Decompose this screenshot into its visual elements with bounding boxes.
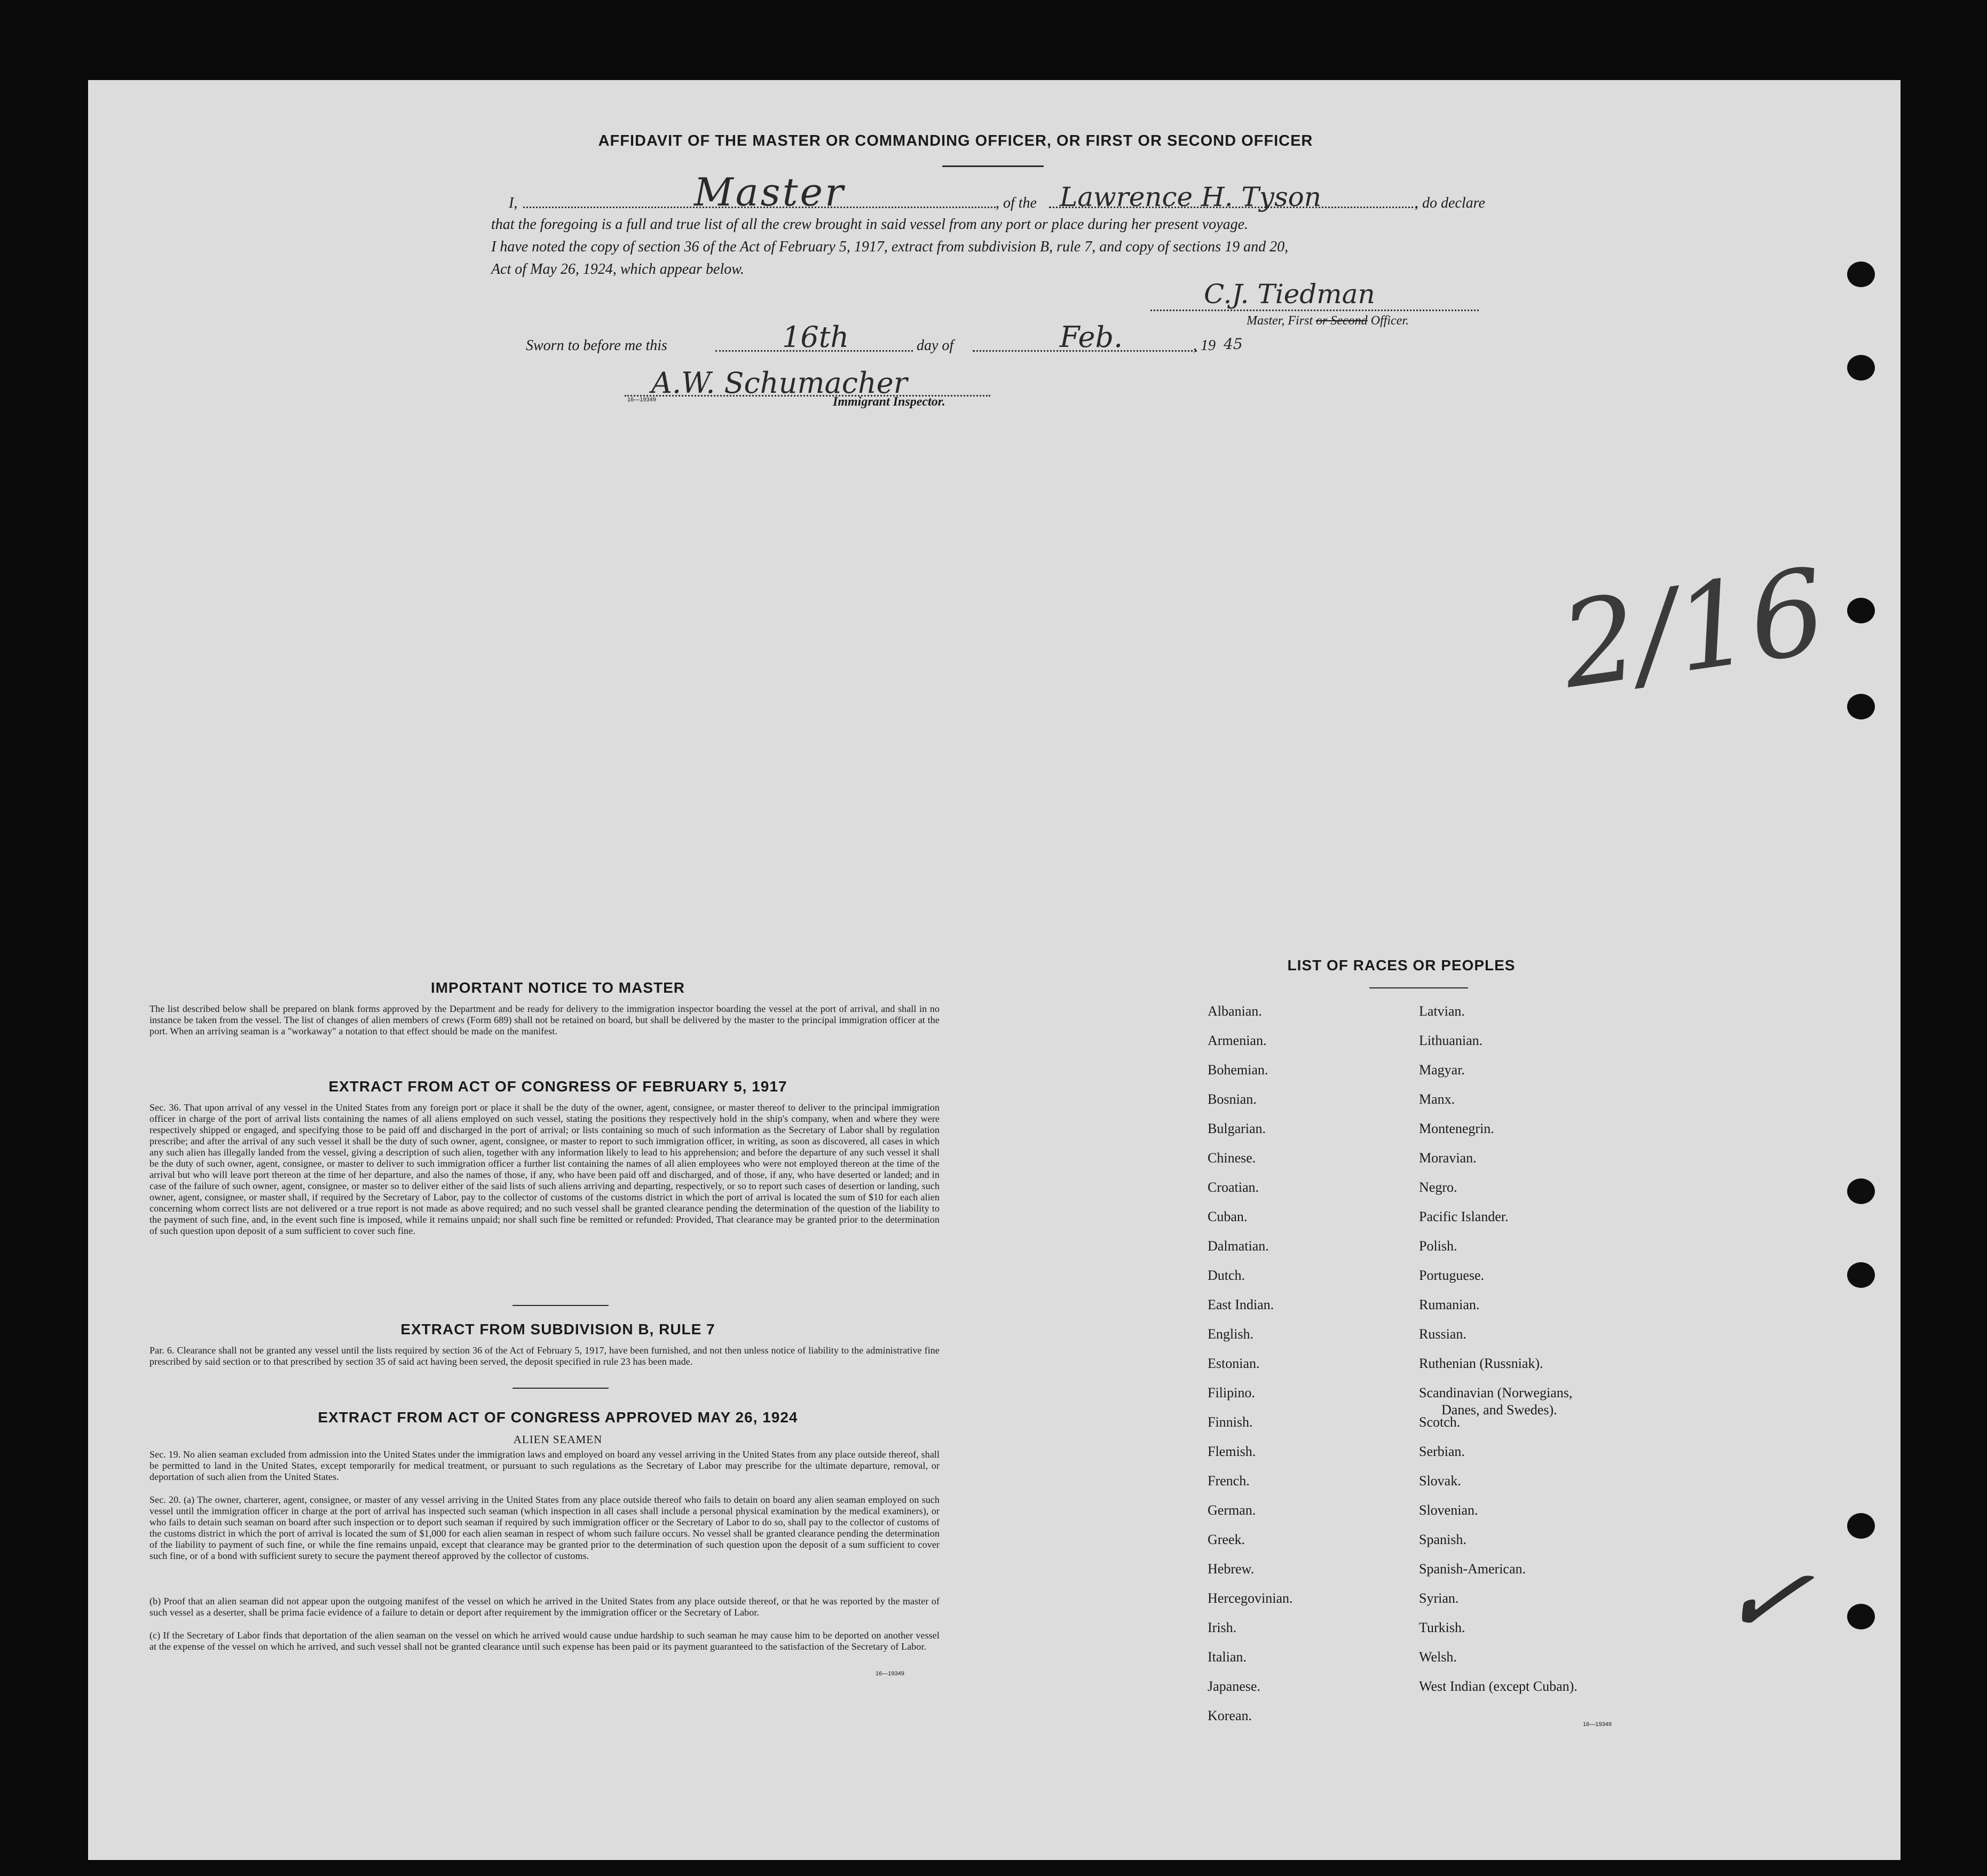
race-item: Hebrew. xyxy=(1208,1561,1255,1577)
race-item: Syrian. xyxy=(1419,1590,1459,1606)
check-mark: ✓ xyxy=(1712,1530,1822,1668)
extract-1917-text: Sec. 36. That upon arrival of any vessel in the United States from any foreign port or place it shall be the duty of the owner, agent, consignee, or master thereof to deliver to the principal immigration officer in charge of the port of arrival lists containing the names of all aliens employed on such vessel, stating the positions they respectively hold in the ship's company, when and where they were respectively shipped or engaged, and specifying those to be paid off and discharged in the port of arrival; or lists containing so much of such information as the Secretary of Labor shall by regulation prescribe; and after the arrival of any such vessel it shall be the duty of such owner, agent, consignee, or master to report to such immigration officer, in writing, as soon as discovered, all cases in which any such alien has illegally landed from the vessel, giving a description of such alien, together with any information likely to lead to his apprehension; and before the departure of any such vessel it shall be the duty of such owner, agent, consignee, or master to deliver to such immigration officer a further list containing the names of all alien employees who were not employed thereon at the time of the arrival but who will leave port thereon at the time of her departure, and also the names of those, if any, who have been paid off and discharged, and of those, if any, who have deserted or landed; and in case of the failure of such owner, agent, consignee, or master so to deliver either of the said lists of such aliens arriving and departing, respectively, or so to report such cases of desertion or landing, such owner, agent, consignee, or master shall, if required by the Secretary of Labor, pay to the collector of customs of the customs district in which the port of arrival is located the sum of $10 for each alien concerning whom correct lists are not delivered or a true report is not made as above required; and no such vessel shall be granted clearance pending the determination of the question of the liability to the payment of such fine, and, in the event such fine is imposed, while it remains unpaid; nor shall such fine be remitted or refunded: Provided, That clearance may be granted prior to the determination of such question upon deposit of a sum sufficient to cover such fine. xyxy=(149,1102,940,1236)
extract-1924-sec20c: (c) If the Secretary of Labor finds that deportation of the alien seaman on the vessel on which he arrived would cause undue hardship to such seaman he may cause him to be deported on another vessel at the expense of the vessel on which he arrived, and such vessel shall not be granted clearance until such expense has been paid or its payment guaranteed to the satisfaction of the Secretary of Labor. xyxy=(149,1630,940,1652)
race-item: Latvian. xyxy=(1419,1003,1465,1019)
of-the-label: , of the xyxy=(996,195,1037,211)
race-item: Negro. xyxy=(1419,1180,1457,1195)
race-item: Albanian. xyxy=(1208,1003,1262,1019)
race-item: Portuguese. xyxy=(1419,1268,1485,1283)
race-item: Moravian. xyxy=(1419,1150,1477,1166)
race-item: Danes, and Swedes). xyxy=(1441,1402,1557,1418)
affidavit-line-3: I have noted the copy of section 36 of the Act of February 5, 1917, extract from subdivision B, rule 7, and copy of sections 19 and 20, xyxy=(491,239,1289,255)
race-item: Bohemian. xyxy=(1208,1062,1268,1078)
extract-rule7-title: EXTRACT FROM SUBDIVISION B, RULE 7 xyxy=(400,1321,715,1337)
vessel-handwritten: Lawrence H. Tyson xyxy=(1060,181,1321,212)
race-item: Ruthenian (Russniak). xyxy=(1419,1356,1543,1371)
extract-1917-title: EXTRACT FROM ACT OF CONGRESS OF FEBRUARY 5, 1917 xyxy=(328,1078,787,1095)
race-item: Dalmatian. xyxy=(1208,1238,1269,1254)
sworn-label: Sworn to before me this xyxy=(526,337,667,354)
race-item: English. xyxy=(1208,1326,1253,1342)
master-signature-line xyxy=(1150,310,1479,311)
sworn-year: 45 xyxy=(1224,335,1243,353)
extract-1924-sec19: Sec. 19. No alien seaman excluded from admission into the United States under the immigration laws and employed on board any vessel arriving in the United States from any place outside thereof, shall be permitted to land in the United States, except temporarily for medical treatment, or pursuant to such regulations as the Secretary of Labor may prescribe for the ultimate departure, removal, or deportation of such alien from the United States. xyxy=(149,1449,940,1482)
race-item: Rumanian. xyxy=(1419,1297,1480,1312)
punch-hole xyxy=(1847,694,1875,719)
margin-note: 2/16 xyxy=(1553,542,1834,715)
races-title: LIST OF RACES OR PEOPLES xyxy=(1287,957,1516,973)
master-signature: C.J. Tiedman xyxy=(1204,279,1375,310)
race-item: Filipino. xyxy=(1208,1385,1255,1400)
punch-hole xyxy=(1847,1262,1875,1288)
section-divider xyxy=(512,1388,609,1389)
extract-1924-sec20b: (b) Proof that an alien seaman did not appear upon the outgoing manifest of the vessel on which he arrived in the United States from any place outside thereof, or that he was reported by the master of such vessel as a deserter, shall be prima facie evidence of a failure to detain or deport after requirement by the immigration officer or the Secretary of Labor. xyxy=(149,1596,940,1618)
title-underline xyxy=(942,165,1044,167)
extract-1924-title: EXTRACT FROM ACT OF CONGRESS APPROVED MAY 26, 1924 xyxy=(318,1409,798,1426)
race-item: Slovak. xyxy=(1419,1473,1461,1489)
race-item: Irish. xyxy=(1208,1620,1237,1635)
extract-rule7-text: Par. 6. Clearance shall not be granted any vessel until the lists required by section 36 of the Act of February 5, 1917, have been furnished, and not then unless notice of liability to the administrative fine prescribed by said section or to that prescribed by section 35 of said act having been served, the deposit specified in rule 23 has been made. xyxy=(149,1345,940,1367)
punch-hole xyxy=(1847,1604,1875,1629)
race-item: Bosnian. xyxy=(1208,1091,1257,1107)
extract-1924-subtitle: ALIEN SEAMEN xyxy=(513,1433,603,1446)
race-item: Pacific Islander. xyxy=(1419,1209,1509,1224)
notice-title: IMPORTANT NOTICE TO MASTER xyxy=(430,979,685,996)
sworn-month: Feb. xyxy=(1060,320,1123,354)
race-item: Cuban. xyxy=(1208,1209,1248,1224)
inspector-caption: Immigrant Inspector. xyxy=(833,395,945,409)
punch-hole xyxy=(1847,262,1875,287)
day-of-label: day of xyxy=(917,337,954,354)
punch-hole xyxy=(1847,1513,1875,1539)
affidavit-line-4: Act of May 26, 1924, which appear below. xyxy=(491,261,744,278)
race-item: Spanish-American. xyxy=(1419,1561,1526,1577)
race-item: Korean. xyxy=(1208,1708,1252,1723)
race-item: Slovenian. xyxy=(1419,1502,1478,1518)
race-item: Flemish. xyxy=(1208,1444,1256,1459)
inspector-signature: A.W. Schumacher xyxy=(651,366,908,400)
extract-form-number: 16—19349 xyxy=(876,1671,904,1677)
document-page xyxy=(88,80,1910,1860)
race-item: Spanish. xyxy=(1419,1532,1466,1547)
affidavit-title: AFFIDAVIT OF THE MASTER OR COMMANDING OFFICER, OR FIRST OR SECOND OFFICER xyxy=(598,132,1313,149)
affidavit-i-label: I, xyxy=(509,195,518,211)
race-item: Hercegovinian. xyxy=(1208,1590,1293,1606)
section-divider xyxy=(512,1305,609,1306)
race-item: Scandinavian (Norwegians, xyxy=(1419,1385,1573,1400)
page-edge-shadow xyxy=(1901,80,1922,1860)
race-item: Montenegrin. xyxy=(1419,1121,1494,1136)
punch-hole xyxy=(1847,598,1875,623)
race-item: Polish. xyxy=(1419,1238,1457,1254)
race-item: French. xyxy=(1208,1473,1250,1489)
race-item: Manx. xyxy=(1419,1091,1455,1107)
race-item: East Indian. xyxy=(1208,1297,1274,1312)
race-item: Greek. xyxy=(1208,1532,1245,1547)
affidavit-line-2: that the foregoing is a full and true list of all the crew brought in said vessel from any port or place during her present voyage. xyxy=(491,216,1249,233)
affidavit-form-number: 16—19349 xyxy=(627,397,656,403)
race-item: Scotch. xyxy=(1419,1414,1461,1430)
race-item: Bulgarian. xyxy=(1208,1121,1266,1136)
races-title-underline xyxy=(1369,987,1468,988)
race-item: Italian. xyxy=(1208,1649,1247,1665)
race-item: Welsh. xyxy=(1419,1649,1457,1665)
race-item: Japanese. xyxy=(1208,1679,1260,1694)
races-form-number: 16—19349 xyxy=(1583,1721,1612,1728)
race-item: Russian. xyxy=(1419,1326,1466,1342)
race-item: Dutch. xyxy=(1208,1268,1245,1283)
year-prefix: , 19 xyxy=(1193,337,1216,354)
race-item: German. xyxy=(1208,1502,1256,1518)
race-item: Croatian. xyxy=(1208,1180,1259,1195)
race-item: Finnish. xyxy=(1208,1414,1253,1430)
race-item: Chinese. xyxy=(1208,1150,1256,1166)
do-declare-label: , do declare xyxy=(1415,195,1485,211)
extract-1924-sec20a: Sec. 20. (a) The owner, charterer, agent, consignee, or master of any vessel arriving in the United States from any place outside thereof who fails to detain on board any alien seaman employed on such vessel until the immigration officer in charge at the port of arrival has inspected such seaman (which inspection in all cases shall include a personal physical examination by the medical examiners), or who fails to detain such seaman on board after such inspection or to deport such seaman if required by such immigration officer or the Secretary of Labor to do so, shall pay to the collector of customs of the customs district in which the port of arrival is located the sum of $1,000 for each alien seaman in respect of whom such failure occurs. No vessel shall be granted clearance pending the determination of the liability to payment of such fine, or while the fine remains unpaid, except that clearance may be granted prior to the determination of such question upon the deposit of a sum sufficient to cover such fine, or of a bond with sufficient surety to secure the payment thereof approved by the collector of customs. xyxy=(149,1494,940,1561)
sworn-day: 16th xyxy=(782,320,849,354)
master-signature-caption: Master, First or Second Officer. xyxy=(1247,314,1409,328)
race-item: Serbian. xyxy=(1419,1444,1465,1459)
race-item: Lithuanian. xyxy=(1419,1033,1483,1048)
race-item: Magyar. xyxy=(1419,1062,1465,1078)
race-item: West Indian (except Cuban). xyxy=(1419,1679,1578,1694)
race-item: Armenian. xyxy=(1208,1033,1267,1048)
position-handwritten: Master xyxy=(694,170,846,215)
punch-hole xyxy=(1847,355,1875,381)
notice-text: The list described below shall be prepared on blank forms approved by the Department and be ready for delivery to the immigration inspector boarding the vessel at the port of arrival, and shall in no instance be taken from the vessel. The list of changes of alien members of crews (Form 689) shall not be retained on board, but shall be delivered by the master to the principal immigration officer at the port. When an arriving seaman is a "workaway" a notation to that effect should be made on the manifest. xyxy=(149,1003,940,1036)
race-item: Estonian. xyxy=(1208,1356,1260,1371)
punch-hole xyxy=(1847,1178,1875,1204)
race-item: Turkish. xyxy=(1419,1620,1465,1635)
